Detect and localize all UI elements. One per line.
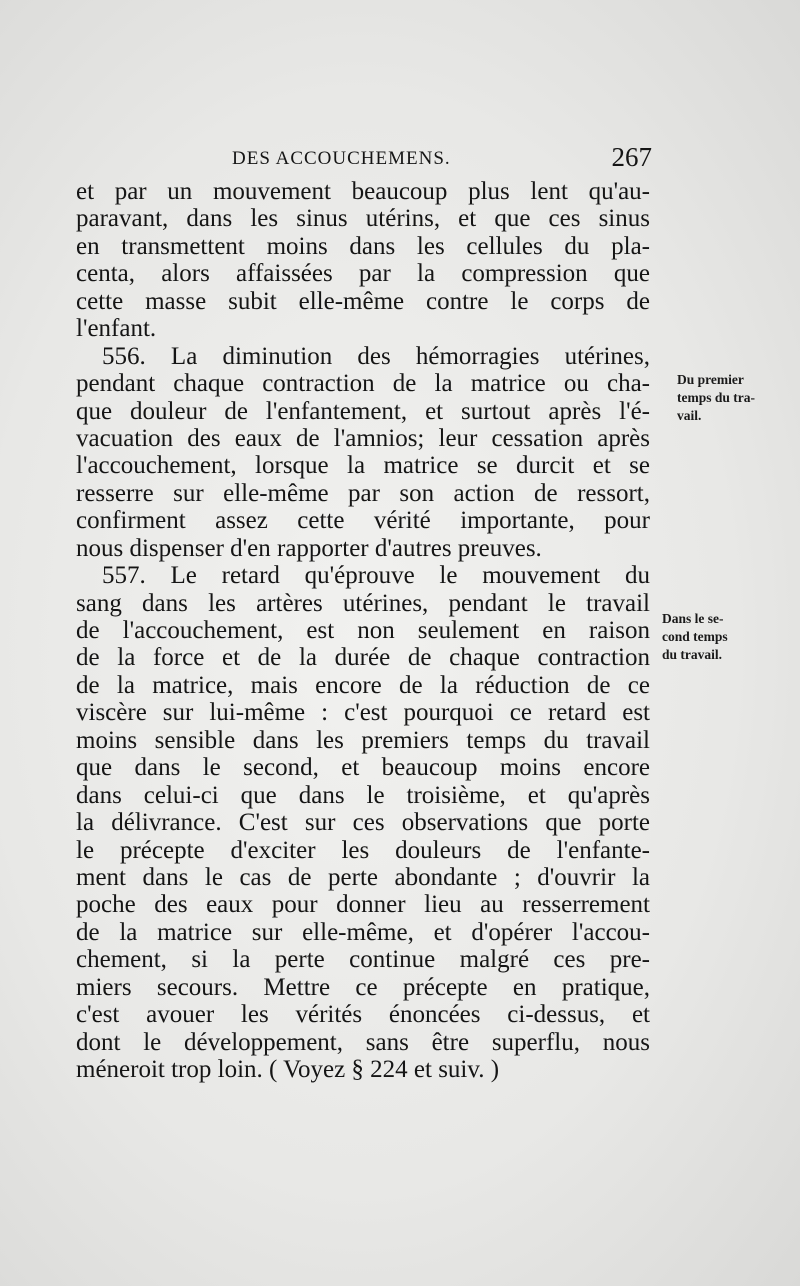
page-number: 267 (611, 142, 652, 172)
text-line: la délivrance. C'est sur ces observations que porte (76, 809, 650, 837)
text-line: ment dans le cas de perte abondante ; d'ouvrir la (76, 863, 650, 891)
margin-note-first-stage (677, 371, 755, 425)
page-header (232, 142, 652, 178)
margin-note-line: Du premier (677, 372, 744, 387)
text-line: miers secours. Mettre ce précepte en pratique, (76, 973, 650, 1001)
text-line: le précepte d'exciter les douleurs de l'enfante- (76, 836, 650, 864)
text-line: l'accouchement, lorsque la matrice se durcit et se (76, 452, 650, 480)
margin-note-line: vail. (677, 408, 702, 423)
text-line: de la force et de la durée de chaque contraction (76, 644, 650, 672)
text-line: en transmettent moins dans les cellules du pla- (76, 232, 650, 260)
text-line: de la matrice sur elle-même, et d'opérer l'accou- (76, 918, 650, 946)
text-line: nous dispenser d'en rapporter d'autres preuves. (76, 534, 542, 562)
text-line: cette masse subit elle-même contre le corps de (76, 287, 650, 315)
text-line: poche des eaux pour donner lieu au resserrement (76, 891, 650, 919)
text-line: vacuation des eaux de l'amnios; leur cessation après (76, 424, 650, 452)
text-line: l'enfant. (76, 315, 157, 343)
text-line: centa, alors affaissées par la compression que (76, 260, 650, 288)
text-line: dont le développement, sans être superflu, nous (76, 1028, 650, 1056)
paragraph-557-start: 557. Le retard qu'éprouve le mouvement du (102, 562, 650, 590)
text-line: confirment assez cette vérité importante, pour (76, 507, 650, 535)
text-line: que douleur de l'enfantement, et surtout après l'é- (76, 397, 650, 425)
text-line: de la matrice, mais encore de la réduction de ce (76, 671, 650, 699)
text-line: sang dans les artères utérines, pendant le travail (76, 589, 650, 617)
text-line: dans celui-ci que dans le troisième, et qu'après (76, 781, 650, 809)
margin-note-second-stage (662, 610, 728, 664)
body-text (76, 178, 650, 1083)
margin-note-line: temps du tra- (677, 390, 755, 405)
margin-note-line: Dans le se- (662, 611, 724, 626)
text-line: et par un mouvement beaucoup plus lent qu'au- (76, 178, 650, 205)
text-line: viscère sur lui-même : c'est pourquoi ce retard est (76, 699, 650, 727)
running-title: DES ACCOUCHEMENS. (232, 148, 451, 169)
text-line: resserre sur elle-même par son action de ressort, (76, 479, 650, 507)
text-line: chement, si la perte continue malgré ces pre- (76, 946, 650, 974)
text-line: moins sensible dans les premiers temps du travail (76, 726, 650, 754)
text-line: de l'accouchement, est non seulement en raison (76, 617, 650, 644)
margin-note-line: du travail. (662, 647, 723, 662)
text-line: c'est avouer les vérités énoncées ci-dessus, et (76, 1001, 650, 1029)
text-line: méneroit trop loin. ( Voyez § 224 et suiv. ) (76, 1056, 500, 1083)
margin-note-line: cond temps (662, 629, 728, 644)
text-line: paravant, dans les sinus utérins, et que ces sinus (76, 205, 650, 233)
text-line: que dans le second, et beaucoup moins encore (76, 754, 650, 782)
text-line: pendant chaque contraction de la matrice ou cha- (76, 370, 650, 398)
paragraph-556-start: 556. La diminution des hémorragies utérines, (102, 342, 650, 370)
